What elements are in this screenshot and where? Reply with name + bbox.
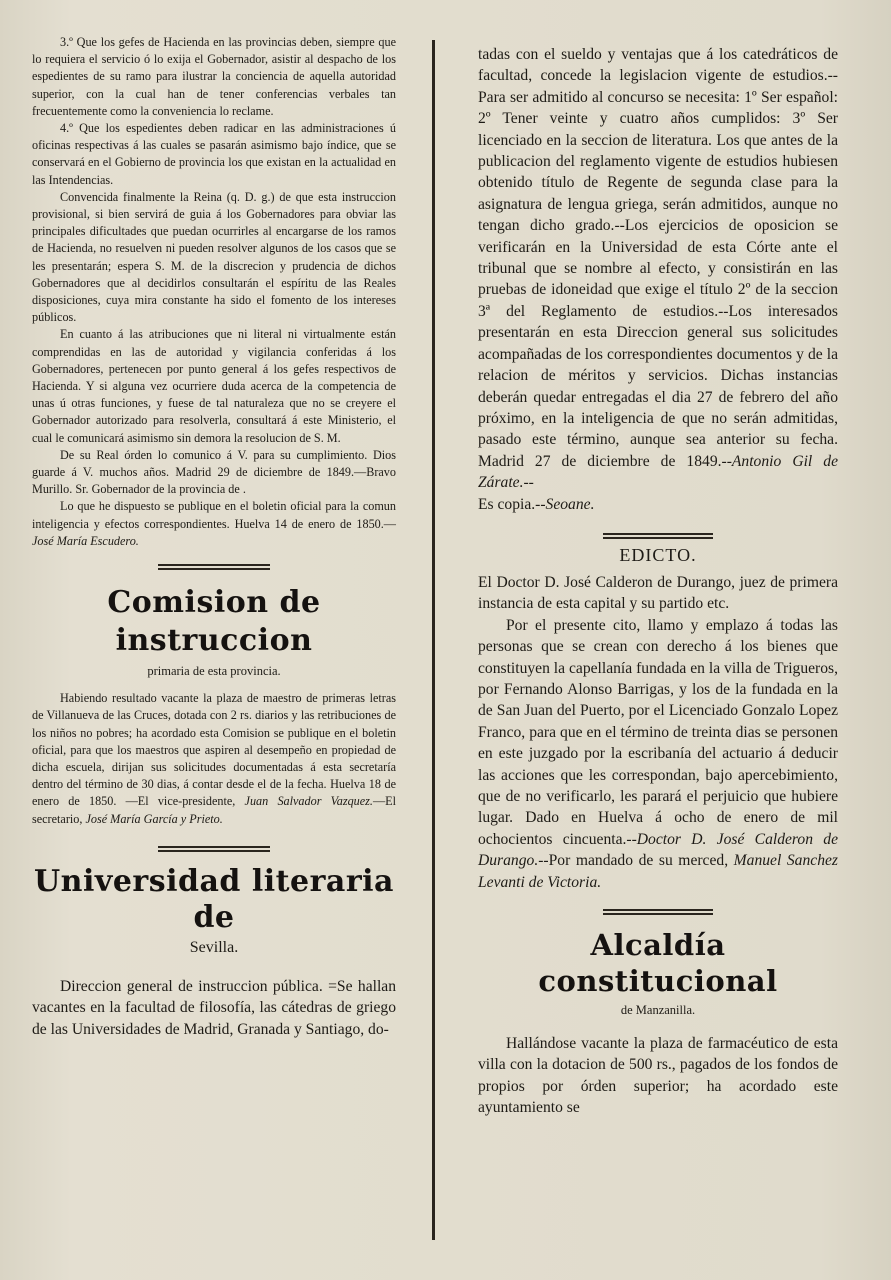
edicto-text: Por el presente cito, llamo y emplazo á todas las personas que se crean con derecho á los bienes que constituyen la capellanía fundada en la villa de Trigueros, por Fernando Alonso Barrigas, y los de la fundada en la de San Juan del Puerto, por el Licenciado Gonzalo Lopez Franco, para que en el término de treinta dias se personen en este juzgado por la escribanía del actuario á deducir las acciones que les correspondan, bajo apercebimiento, que de no verificarlo, les parará el perjuicio que hubiere lugar. Dado en Huelva á ocho de enero de mil ochocientos cincuenta.--: [478, 616, 838, 848]
comision-mid-text: —El secretario,: [32, 794, 397, 826]
comision-heading: Comision de instruccion: [107, 585, 321, 659]
section-divider: [478, 909, 838, 915]
edicto-mid-text: --Por mandado de su merced,: [538, 852, 734, 870]
lo-que-text: Lo que he dispuesto se publique en el boletin oficial para la comun inteligencia y efectos correspondientes. Huelva 14 de enero de 1850.—: [32, 499, 396, 531]
universidad-body: Direccion general de instruccion pública. =Se hallan vacantes en la facultad de filosofía, las cátedras de griego de las Universidades de Madrid, Granada y Santiago, do-: [32, 977, 396, 1038]
article-paragraph-convencida: Convencida finalmente la Reina (q. D. g.) de que esta instruccion provisional, si bien servirá de guia á los Gobernadores para obviar las principales dificultades que puedan ocurrirles al encargarse de los ramos de Hacienda, no resuelven ni pueden resolver algunos de los casos que se les presentarán; espera S. M. de la discrecion y prudencia de dichos Gobernadores que al decidirlos consultarán el espíritu de las Reales disposiciones, cuya mira constante ha sido el fomento de los intereses públicos.: [32, 189, 396, 325]
article-paragraph-4: 4.º Que los espedientes deben radicar en las administraciones ú oficinas respectivas á las cuales se pasarán asimismo bajo índice, que se conservará en el Gobierno de provincia los que existan en la actualidad en las Intendencias.: [32, 121, 396, 187]
section-divider: [32, 564, 396, 570]
signature-sanchez-levanti: Manuel Sanchez Levanti de Victoria.: [478, 852, 838, 891]
signature-garcia: José María García y Prieto.: [85, 811, 223, 826]
universidad-cont-text: tadas con el sueldo y ventajas que á los catedráticos de facultad, concede la legislacion vigente de estudios.--Para ser admitido al concurso se necesita: 1º Ser español: 2º Tener veinte y cuatro años cumplidos: 3º Ser licenciado en la seccion de literatura. Los que antes de la publicacion del reglamento vigente de estudios hubiesen obtenido título de Regente de segunda clase para la asignatura de lengua griega, serán admitidos, aunque no tengan dicho grado.--Los ejercicios de oposicion se verificarán en la Universidad de esta Córte ante el tribunal que se nombre al efecto, y consistirán en las pruebas de idoneidad que exige el título 2º de la seccion 3ª del Reglamento de estudios.--Los interesados presentarán en esta Direccion general sus solicitudes acompañadas de los correspondientes documentos y de la relacion de méritos y servicios. Dichas instancias deberán quedar entregadas el dia 27 de febrero del año próximo, en la inteligencia de que no serán admitidas, pasado este término, aunque sea anterior su fecha. Madrid 27 de diciembre de 1849.--: [478, 46, 838, 470]
signature-calderon: Doctor D. José Calderon de Durango.: [478, 830, 838, 870]
right-column: [478, 44, 838, 1119]
comision-body: [32, 690, 396, 828]
universidad-heading: Universidad literaria de: [34, 863, 394, 935]
alcaldia-subheading: de Manzanilla.: [620, 1003, 696, 1018]
left-column: [32, 34, 396, 1040]
article-paragraph-3: 3.º Que los gefes de Hacienda en las provincias deben, siempre que lo requiera el servicio ó lo exija el Gobernador, asistir al despacho de los espedientes de su ramo para ilustrar la conciencia de aquella autoridad superior, con la cual han de tener conferencias verbales tan frecuentemente como la conveniencia lo reclame.: [32, 35, 396, 118]
alcaldia-body: Hallándose vacante la plaza de farmacéutico de esta villa con la dotacion de 500 rs., pagados de los fondos de propios por órden superior; ha acordado este ayuntamiento se: [478, 1035, 838, 1117]
signature-seoane: Seoane.: [545, 495, 595, 513]
comision-text: Habiendo resultado vacante la plaza de maestro de primeras letras de Villanueva de las Cruces, dotada con 2 rs. diarios y las retribuciones de los niños no pobres; ha acordado esta Comision se publique en el boletin oficial, para que los maestros que aspiren al desempeño en propiedad de dicha escuela, dirijan sus solicitudes documentadas á esta secretaría dentro del término de 30 dias, á contar desde el de la fecha. Huelva 18 de enero de 1850. —El vice-presidente,: [32, 691, 396, 809]
section-divider: [478, 533, 838, 539]
copia-text: Es copia.--: [478, 495, 546, 513]
alcaldia-heading: Alcaldía constitucional: [538, 928, 778, 999]
edicto-heading: EDICTO.: [619, 544, 697, 565]
article-paragraph-lo-que: [32, 498, 396, 550]
signature-escudero: José María Escudero.: [32, 533, 139, 548]
article-paragraph-real-orden: De su Real órden lo comunico á V. para su cumplimiento. Dios guarde á V. muchos años. Madrid 29 de diciembre de 1849.—Bravo Murillo. Sr. Gobernador de la provincia de .: [32, 447, 396, 497]
signature-vazquez: Juan Salvador Vazquez.: [244, 794, 373, 809]
section-divider: [32, 846, 396, 852]
column-divider-rule: [432, 40, 435, 1240]
article-paragraph-cuanto: En cuanto á las atribuciones que ni literal ni virtualmente están comprendidas en las de autoridad y vigilancia conferidas á los Gobernadores, pertenecen por punto general á los gefes respectivos de Hacienda. Y si alguna vez ocurriere duda acerca de la competencia de unas ú otras funciones, y fuese de tal naturaleza que no se creyere el Gobernador autorizado para resolverla, consultará á este Ministerio, el cual le comunicará asimismo sin demora la resolucion de S. M.: [32, 327, 396, 445]
universidad-continued: [478, 44, 838, 515]
edicto-body: [478, 615, 838, 893]
comision-subheading: primaria de esta provincia.: [147, 664, 281, 679]
signature-gil-de-zarate: Antonio Gil de Zárate.--: [478, 452, 838, 492]
edicto-intro: El Doctor D. José Calderon de Durango, juez de primera instancia de esta capital y su partido etc.: [478, 573, 838, 613]
universidad-subheading: Sevilla.: [189, 938, 239, 956]
